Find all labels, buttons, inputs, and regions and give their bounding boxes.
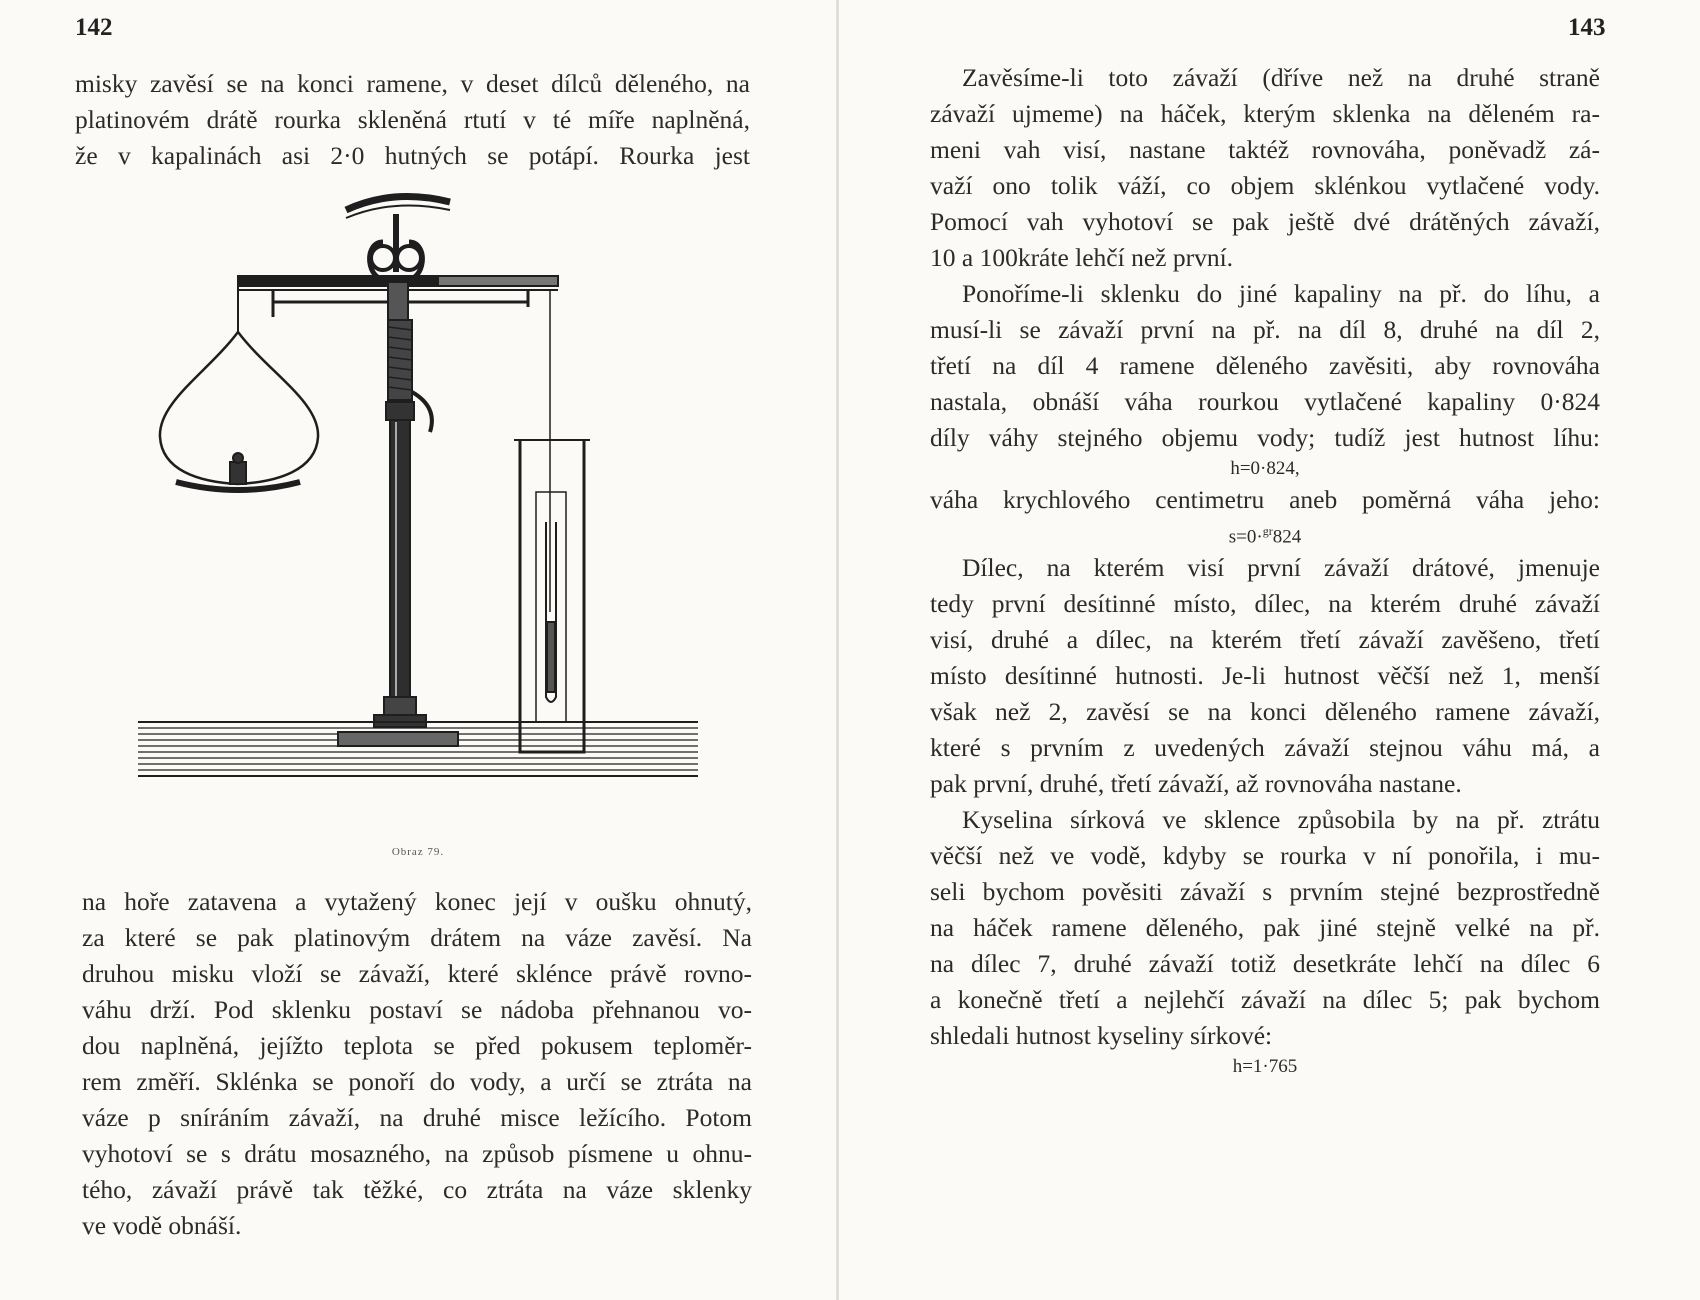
text-line: a konečně třetí a nejlehčí závaží na dílec 5; pak bychom <box>930 985 1600 1015</box>
text-line: rem změří. Sklénka se ponoří do vody, a určí se ztráta na <box>82 1067 752 1096</box>
left-top-text <box>75 66 750 174</box>
page-number-left: 142 <box>75 14 113 41</box>
text-line: vyhotoví se s drátu mosazného, na způsob písmene u ohnu- <box>82 1139 752 1168</box>
left-page <box>0 0 838 1300</box>
page-number-right: 143 <box>1568 14 1606 41</box>
hydrostatic-balance-figure <box>138 192 698 858</box>
text-line: místo desítinné hutnosti. Je-li hutnost věčší než 1, menší <box>930 661 1600 691</box>
text-line: visí, druhé a dílec, na kterém třetí závaží zavěšeno, třetí <box>930 625 1600 655</box>
text-line: ve vodě obnáší. <box>82 1211 242 1240</box>
text-line: dou naplněná, jejížto teplota se před pokusem teploměr- <box>82 1031 752 1060</box>
text-line: Kyselina sírková ve sklence způsobila by na př. ztrátu <box>962 805 1600 835</box>
text-line: že v kapalinách asi 2·0 hutných se potápí. Rourka jest <box>75 141 750 170</box>
right-page <box>840 0 1700 1300</box>
figure-caption: Obraz 79. <box>391 846 445 858</box>
text-line: 10 a 100kráte lehčí než první. <box>930 243 1234 272</box>
text-line: druhou misku vloží se závaží, které sklénce právě rovno- <box>82 959 752 988</box>
formula-density-alcohol: h=0·824, <box>1230 458 1300 479</box>
formula-weight <box>930 518 1600 550</box>
formula-density-sulfuric: h=1·765 <box>1232 1056 1298 1078</box>
text-line: musí-li se závaží první na př. na díl 8, druhé na díl 2, <box>930 315 1600 344</box>
text-line: váhu drží. Pod sklenku postaví se nádoba přehnanou vo- <box>82 995 752 1024</box>
text-line: však než 2, zavěsí se na konci děleného ramene závaží, <box>930 697 1600 727</box>
balance-engraving <box>138 192 698 842</box>
formula-part: 824 <box>1272 526 1302 548</box>
text-line: pak první, druhé, třetí závaží, až rovnováha nastane. <box>930 769 1462 799</box>
text-line: váha krychlového centimetru aneb poměrná váha jeho: <box>930 485 1600 514</box>
text-line: shledali hutnost kyseliny sírkové: <box>930 1021 1273 1051</box>
formula-part: s=0· <box>1228 526 1263 548</box>
text-line: tedy první desítinné místo, dílec, na kterém druhé závaží <box>930 589 1600 619</box>
text-line: meni vah visí, nastane taktéž rovnováha, poněvadž zá- <box>930 135 1600 164</box>
text-line: věčší než ve vodě, kdyby se rourka v ní ponořila, i mu- <box>930 841 1600 871</box>
text-line: které s prvním z uvedených závaží stejnou váhu má, a <box>930 733 1600 763</box>
text-line: díly váhy stejného objemu vody; tudíž jest hutnost líhu: <box>930 423 1600 452</box>
text-line: misky zavěsí se na konci ramene, v deset dílců děleného, na <box>75 69 750 98</box>
text-line: Pomocí vah vyhotoví se pak ještě dvé drátěných závaží, <box>930 207 1600 236</box>
left-bottom-text <box>82 884 752 1244</box>
formula-unit: gr <box>1262 524 1273 538</box>
text-line: seli bychom pověsiti závaží s prvním stejné bezprostředně <box>930 877 1600 907</box>
right-page-text <box>930 60 1600 1080</box>
text-line: Zavěsíme-li toto závaží (dříve než na druhé straně <box>962 63 1600 92</box>
text-line: tého, závaží právě tak těžké, co ztráta na váze sklenky <box>82 1175 752 1204</box>
text-line: třetí na díl 4 ramene děleného zavěsiti, aby rovnováha <box>930 351 1600 380</box>
text-line: na háček ramene děleného, pak jiné stejně velké na př. <box>930 913 1600 943</box>
text-line: Ponoříme-li sklenku do jiné kapaliny na př. do líhu, a <box>962 279 1600 308</box>
text-line: závaží ujmeme) na háček, kterým sklenka na děleném ra- <box>930 99 1600 128</box>
text-line: platinovém drátě rourka skleněná rtutí v té míře naplněná, <box>75 105 750 134</box>
text-line: nastala, obnáší váha rourkou vytlačené kapaliny 0·824 <box>930 387 1600 416</box>
text-line: na hoře zatavena a vytažený konec její v oušku ohnutý, <box>82 887 752 916</box>
text-line: za které se pak platinovým drátem na váze zavěsí. Na <box>82 923 752 952</box>
text-line: Dílec, na kterém visí první závaží drátové, jmenuje <box>962 553 1600 583</box>
text-line: váze p sníráním závaží, na druhé misce ležícího. Potom <box>82 1103 752 1132</box>
text-line: na dílec 7, druhé závaží totiž desetkráte lehčí na dílec 6 <box>930 949 1600 979</box>
text-line: važí ono tolik váží, co objem sklénkou vytlačené vody. <box>930 171 1600 200</box>
